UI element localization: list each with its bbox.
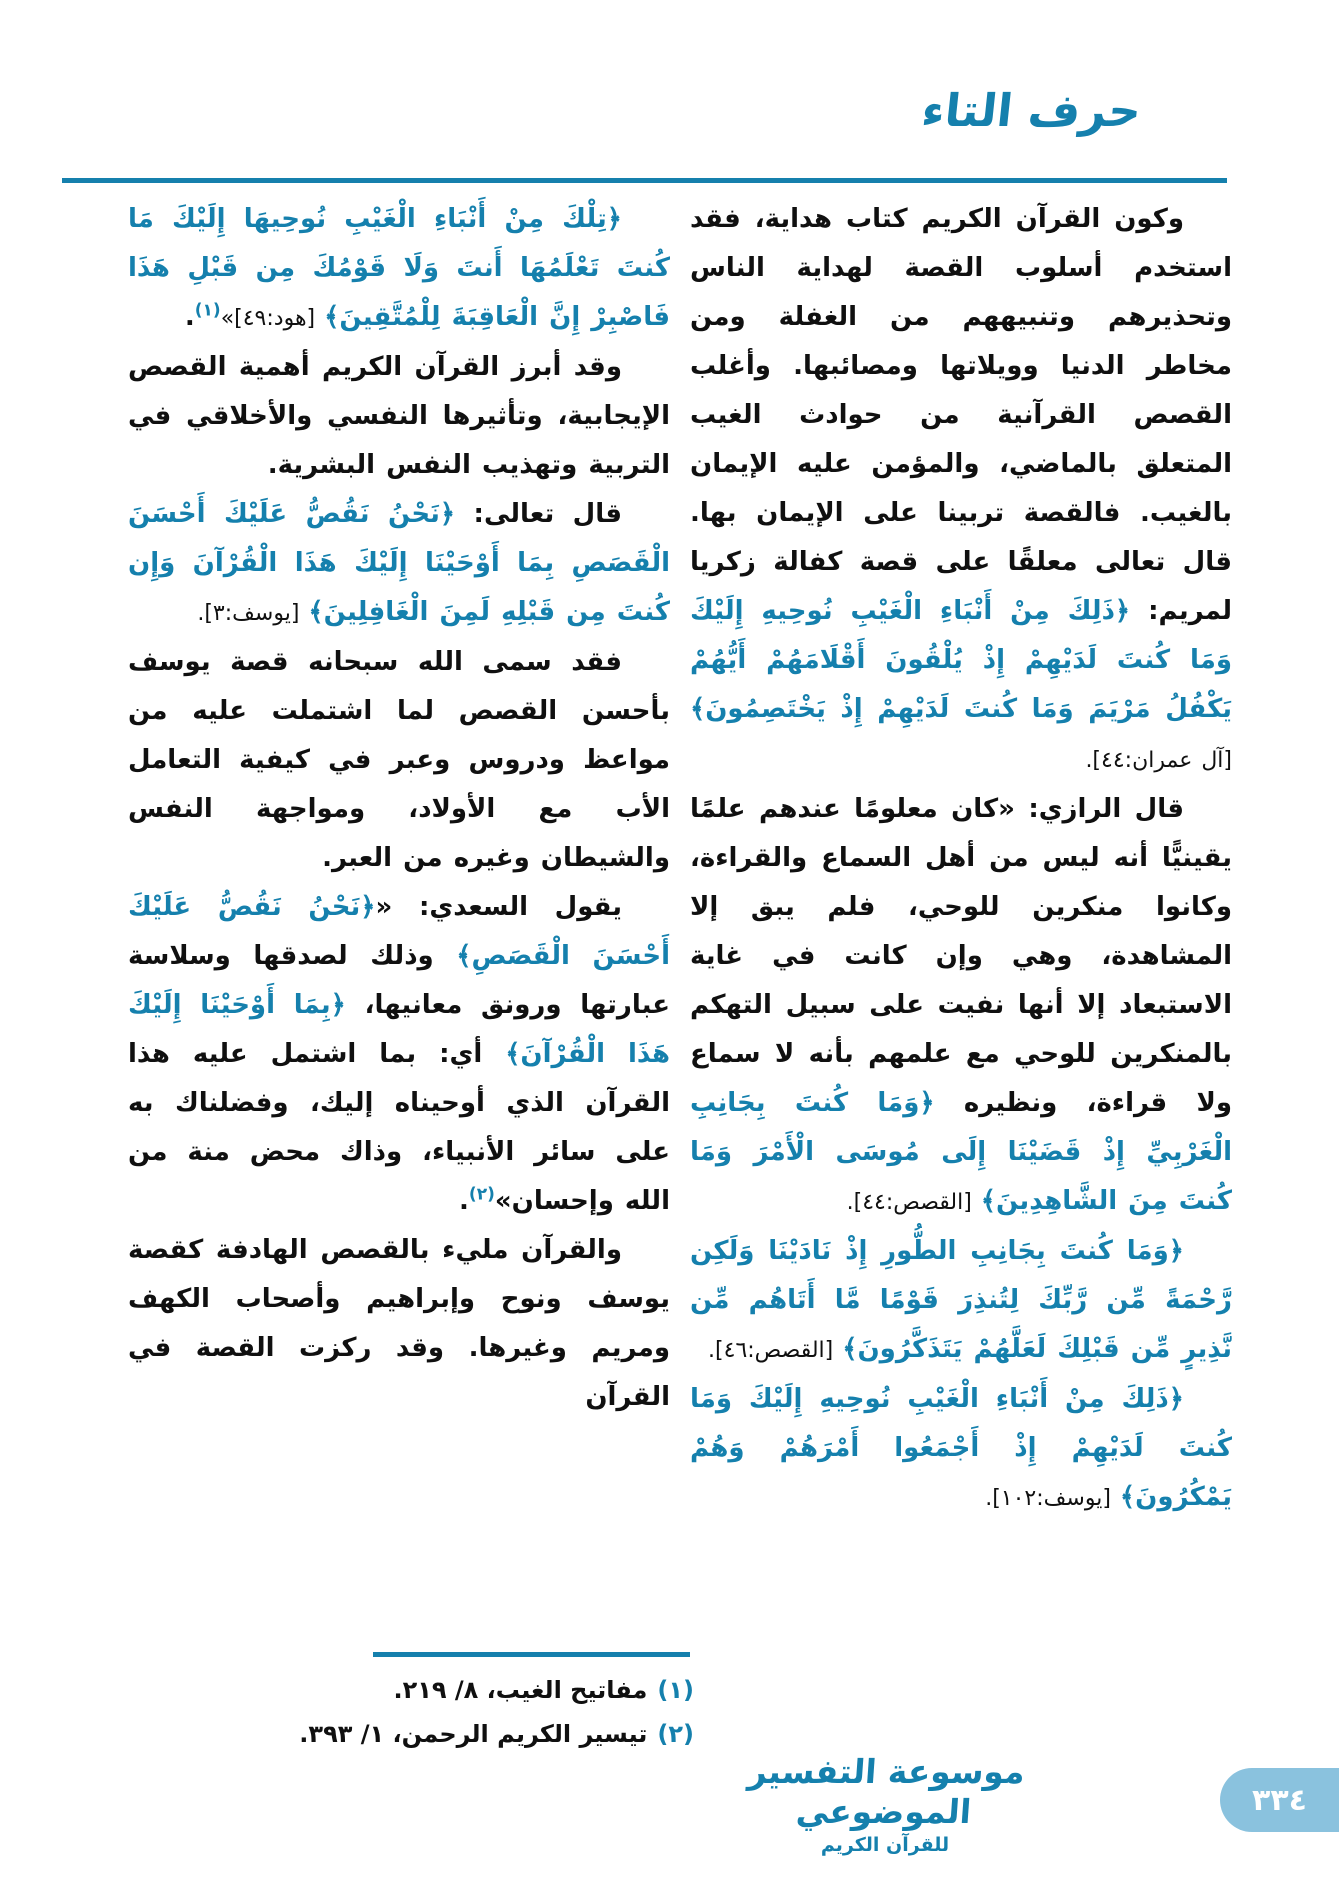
footnote-marker: (٢) bbox=[468, 1184, 495, 1205]
footnote-number: (١) bbox=[657, 1676, 694, 1704]
paragraph bbox=[128, 195, 670, 343]
footnote-text: مفاتيح الغيب، ٨/ ٢١٩. bbox=[393, 1676, 648, 1704]
body-text: وقد أبرز القرآن الكريم أهمية القصص الإيجابية، وتأثيرها النفسي والأخلاقي في التربية وتهذيب النفس البشرية. bbox=[128, 352, 670, 480]
body-text: قال الرازي: «كان معلومًا عندهم علمًا يقينيًّا أنه ليس من أهل السماع والقراءة، وكانوا منكرين للوحي، فلم يبق إلا المشاهدة، وهي وإن كانت في غاية الاستبعاد إلا أنها نفيت على سبيل التهكم بالمنكرين للوحي مع علمهم بأنه لا سماع ولا قراءة، ونظيره bbox=[690, 794, 1232, 1118]
verse-reference: [يوسف:٣]. bbox=[197, 601, 309, 626]
paragraph bbox=[128, 883, 670, 1226]
verse-reference: [القصص:٤٤]. bbox=[846, 1190, 981, 1215]
quran-verse: ﴿وَمَا كُنتَ بِجَانِبِ الطُّورِ إِذْ نَادَيْنَا وَلَكِن رَّحْمَةً مِّن رَّبِّكَ لِتُنذِرَ قَوْمًا مَّا أَتَاهُم مِّن نَّذِيرٍ مِّن قَبْلِكَ لَعَلَّهُمْ يَتَذَكَّرُونَ﴾ bbox=[690, 1236, 1232, 1364]
chapter-heading: حرف التاء bbox=[919, 84, 1144, 137]
quran-verse: ﴿وَمَا كُنتَ بِجَانِبِ الْغَرْبِيِّ إِذْ قَضَيْنَا إِلَى مُوسَى الْأَمْرَ وَمَا كُنتَ مِنَ الشَّاهِدِينَ﴾ bbox=[690, 1088, 1232, 1216]
column-left bbox=[128, 195, 670, 1637]
page-number-badge bbox=[1220, 1768, 1339, 1832]
paragraph bbox=[128, 490, 670, 638]
body-text: فقد سمى الله سبحانه قصة يوسف بأحسن القصص لما اشتملت عليه من مواعظ ودروس وعبر في كيفية التعامل الأب مع الأولاد، ومواجهة النفس والشيطان وغيره من العبر. bbox=[128, 647, 670, 873]
footnote-line bbox=[128, 1712, 694, 1756]
body-text: وذلك لصدقها وسلاسة عبارتها ورونق معانيها، bbox=[128, 941, 670, 1020]
paragraph bbox=[690, 785, 1232, 1227]
quran-verse: ﴿بِمَا أَوْحَيْنَا إِلَيْكَ هَذَا الْقُرْآنَ﴾ bbox=[128, 990, 670, 1069]
footnote-text: تيسير الكريم الرحمن، ١/ ٣٩٣. bbox=[299, 1720, 648, 1748]
quran-verse: ﴿نَحْنُ نَقُصُّ عَلَيْكَ أَحْسَنَ الْقَصَصِ بِمَا أَوْحَيْنَا إِلَيْكَ هَذَا الْقُرْآنَ وَإِن كُنتَ مِن قَبْلِهِ لَمِنَ الْغَافِلِينَ﴾ bbox=[128, 499, 670, 627]
column-right bbox=[690, 195, 1232, 1747]
body-text: يقول السعدي: « bbox=[375, 892, 622, 922]
publisher-logo-title: موسوعة التفسير الموضوعي bbox=[746, 1752, 1027, 1831]
footnote-divider bbox=[373, 1652, 690, 1657]
paragraph bbox=[690, 195, 1232, 785]
body-text: . bbox=[459, 1186, 469, 1216]
verse-reference: [هود:٤٩]» bbox=[220, 306, 325, 331]
paragraph bbox=[690, 1227, 1232, 1375]
footnote-marker: (١) bbox=[194, 300, 221, 321]
paragraph bbox=[128, 343, 670, 490]
body-text: والقرآن مليء بالقصص الهادفة كقصة يوسف ونوح وإبراهيم وأصحاب الكهف ومريم وغيرها. وقد ركزت القصة في القرآن bbox=[128, 1235, 670, 1412]
body-text: وكون القرآن الكريم كتاب هداية، فقد استخدم أسلوب القصة لهداية الناس وتحذيرهم وتنبيههم من الغفلة ومن مخاطر الدنيا وويلاتها ومصائبها. وأغلب القصص القرآنية من حوادث الغيب المتعلق بالماضي، والمؤمن عليه الإيمان بالغيب. فالقصة تربينا على الإيمان بها. قال تعالى معلقًا على قصة كفالة زكريا لمريم: bbox=[690, 204, 1232, 626]
footnotes bbox=[128, 1668, 694, 1756]
footnote-number: (٢) bbox=[657, 1720, 694, 1748]
header-rule bbox=[62, 178, 1227, 183]
verse-reference: [يوسف:١٠٢]. bbox=[985, 1486, 1120, 1511]
page-number: ٣٣٤ bbox=[1252, 1782, 1307, 1818]
verse-reference: [القصص:٤٦]. bbox=[708, 1338, 843, 1363]
paragraph bbox=[128, 1226, 670, 1422]
quran-verse: ﴿نَحْنُ نَقُصُّ عَلَيْكَ أَحْسَنَ الْقَصَصِ﴾ bbox=[128, 892, 670, 971]
body-text: . bbox=[184, 302, 195, 332]
publisher-logo-subtitle: للقرآن الكريم bbox=[820, 1834, 950, 1856]
quran-verse: ﴿ذَلِكَ مِنْ أَنْبَاءِ الْغَيْبِ نُوحِيهِ إِلَيْكَ وَمَا كُنتَ لَدَيْهِمْ إِذْ يُلْقُونَ أَقْلَامَهُمْ أَيُّهُمْ يَكْفُلُ مَرْيَمَ وَمَا كُنتَ لَدَيْهِمْ إِذْ يَخْتَصِمُونَ﴾ bbox=[690, 596, 1232, 724]
body-text: قال تعالى: bbox=[455, 499, 623, 529]
footnote-line bbox=[128, 1668, 694, 1712]
verse-reference: [آل عمران:٤٤]. bbox=[1085, 748, 1232, 773]
paragraph bbox=[128, 638, 670, 883]
quran-verse: ﴿تِلْكَ مِنْ أَنْبَاءِ الْغَيْبِ نُوحِيهَا إِلَيْكَ مَا كُنتَ تَعْلَمُهَا أَنتَ وَلَا قَوْمُكَ مِن قَبْلِ هَذَا فَاصْبِرْ إِنَّ الْعَاقِبَةَ لِلْمُتَّقِينَ﴾ bbox=[128, 204, 670, 332]
paragraph bbox=[690, 1375, 1232, 1523]
quran-verse: ﴿ذَلِكَ مِنْ أَنْبَاءِ الْغَيْبِ نُوحِيهِ إِلَيْكَ وَمَا كُنتَ لَدَيْهِمْ إِذْ أَجْمَعُوا أَمْرَهُمْ وَهُمْ يَمْكُرُونَ﴾ bbox=[690, 1384, 1232, 1512]
body-text: أي: بما اشتمل عليه هذا القرآن الذي أوحيناه إليك، وفضلناك به على سائر الأنبياء، وذاك محض منة من الله وإحسان» bbox=[128, 1039, 670, 1216]
publisher-logo bbox=[735, 1752, 1035, 1858]
